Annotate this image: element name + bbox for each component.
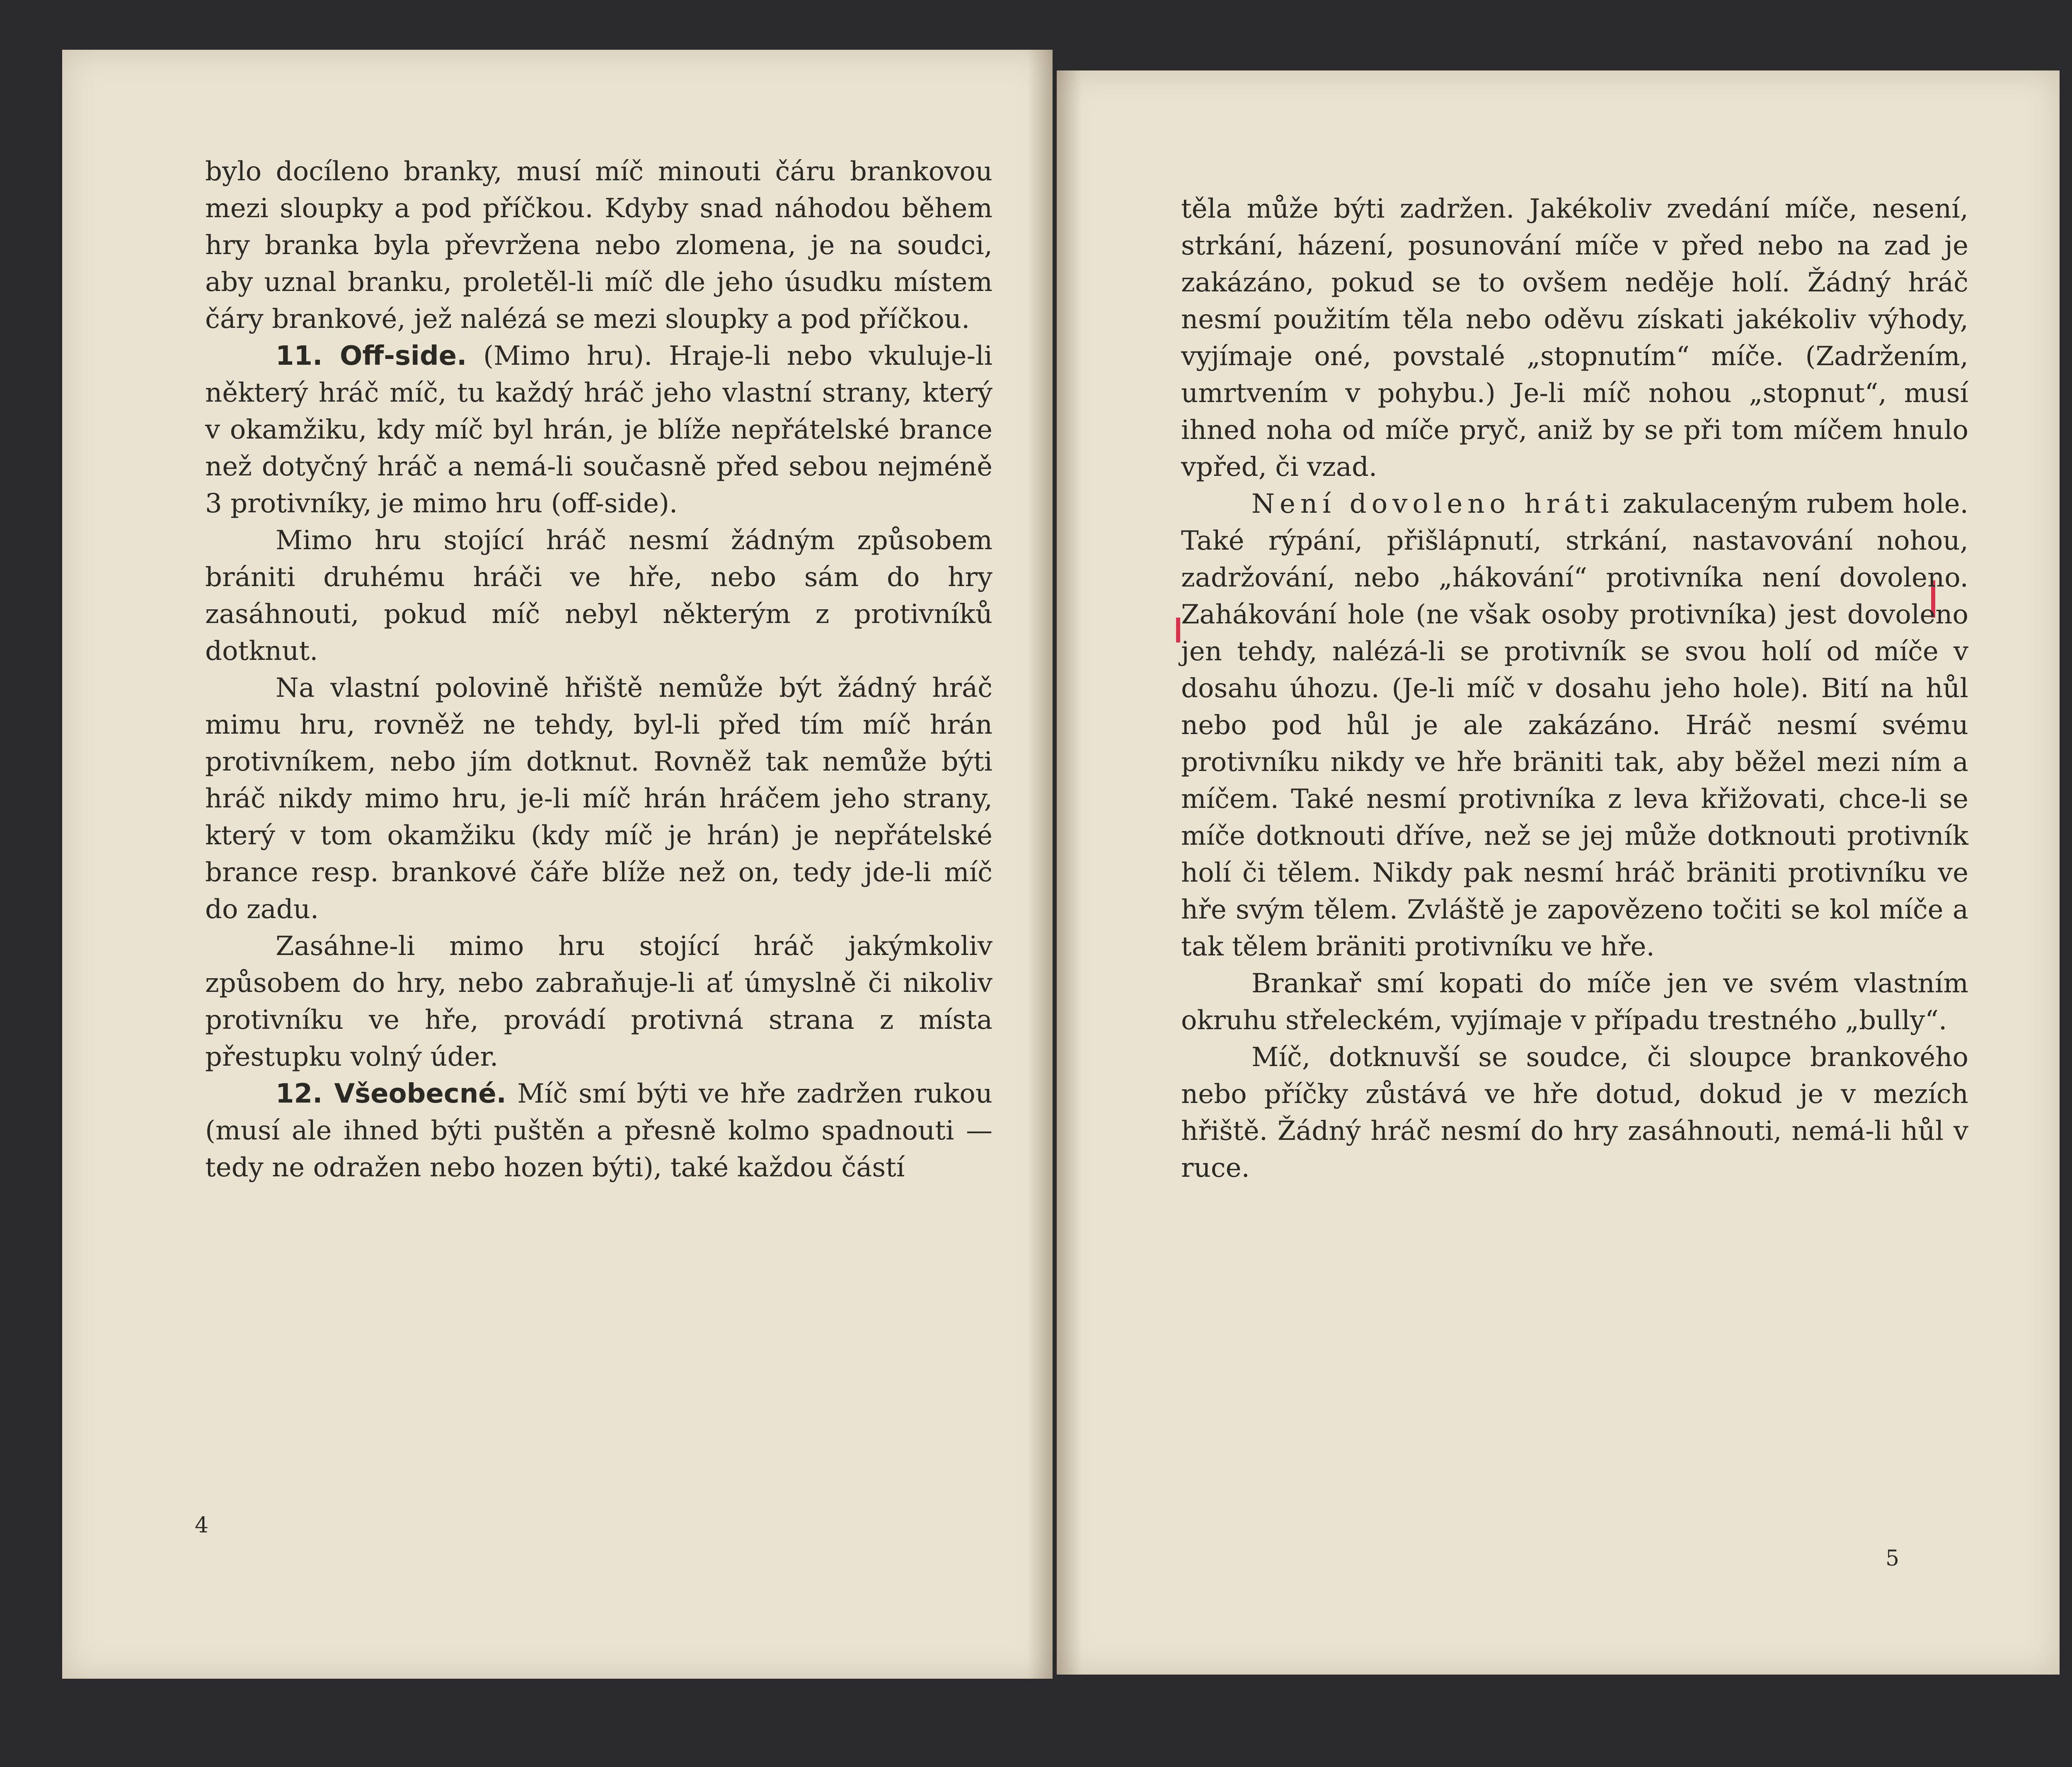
paragraph-text: (Mimo hru). Hraje-li nebo vkuluje-li některý hráč míč, tu každý hráč jeho vlastní strany, který v okamžiku, kdy míč byl hrán, je blíže nepřátelské brance než dotyčný hráč a nemá-li současně před sebou nejméně 3 protivníky, je mimo hru (off-side). (205, 341, 992, 519)
paragraph: Brankař smí kopati do míče jen ve svém vlastním okruhu střeleckém, vyjímaje v případu trestného „bully“. (1181, 968, 1968, 1036)
paragraph: těla může býti zadržen. Jakékoliv zvedání míče, nesení, strkání, házení, posunování míče v před nebo na zad je zakázáno, pokud se to ovšem neděje holí. Žádný hráč nesmí použitím těla nebo oděvu získati jakékoliv výhody, vyjímaje oné, povstalé „stopnutím“ míče. (Zadržením, umrtvením v pohybu.) Je-li míč nohou „stopnut“, musí ihned noha od míče pryč, aniž by se při tom míčem hnulo vpřed, či vzad. (1181, 194, 1968, 482)
spaced-emphasis: Není dovoleno hráti (1251, 489, 1614, 519)
paragraph-text: Míč smí býti ve hře zadržen rukou (musí ale ihned býti puštěn a přesně kolmo spadnouti — tedy ne odražen nebo hozen býti), také každou částí (205, 1079, 993, 1183)
right-page-text (1181, 191, 1968, 1187)
page-number: 4 (195, 1513, 209, 1538)
right-page (1057, 70, 2060, 1675)
paragraph: Míč, dotknuvší se soudce, či sloupce brankového nebo příčky zůstává ve hře dotud, dokud je v mezích hřiště. Žádný hráč nesmí do hry zasáhnouti, nemá-li hůl v ruce. (1181, 1042, 1968, 1183)
paragraph: Mimo hru stojící hráč nesmí žádným způsobem brániti druhému hráči ve hře, nebo sám do hry zasáhnouti, pokud míč nebyl některým z protivníků dotknut. (205, 525, 992, 667)
paragraph (205, 1076, 992, 1186)
paragraph-text: zakulaceným rubem hole. Také rýpání, přišlápnutí, strkání, nastavování nohou, zadržování, nebo „hákování“ protivníka není dovoleno. Zahákování hole (ne však osoby protivníka) jest dovoleno jen tehdy, nalézá-li se protivník se svou holí od míče v dosahu úhozu. (Je-li míč v dosahu jeho hole). Bití na hůl nebo pod hůl je ale zakázáno. Hráč nesmí svému protivníku nikdy ve hře bräniti tak, aby běžel mezi ním a míčem. Také nesmí protivníka z leva křižovati, chce-li se míče dotknouti dříve, než se jej může dotknouti protivník holí či tělem. Nikdy pak nesmí hráč bräniti protivníku ve hře svým tělem. Zvláště je zapovězeno točiti se kol míče a tak tělem bräniti protivníku ve hře. (1181, 489, 1968, 962)
margin-highlight-mark (1176, 618, 1180, 642)
left-page-text (205, 153, 992, 1186)
left-page (62, 50, 1053, 1679)
paragraph: Na vlastní polovině hřiště nemůže být žádný hráč mimu hru, rovněž ne tehdy, byl-li před tím míč hrán protivníkem, nebo jím dotknut. Rovněž tak nemůže býti hráč nikdy mimo hru, je-li míč hrán hráčem jeho strany, který v tom okamžiku (kdy míč je hrán) je nepřátelské brance resp. brankové čáře blíže než on, tedy jde-li míč do zadu. (205, 673, 992, 925)
paragraph: Zasáhne-li mimo hru stojící hráč jakýmkoliv způsobem do hry, nebo zabraňuje-li ať úmyslně či nikoliv protivníku ve hře, provádí protivná strana z místa přestupku volný úder. (205, 931, 992, 1072)
paragraph: bylo docíleno branky, musí míč minouti čáru brankovou mezi sloupky a pod příčkou. Kdyby snad náhodou během hry branka byla převržena nebo zlomena, je na soudci, aby uznal branku, proletěl-li míč dle jeho úsudku místem čáry brankové, jež nalézá se mezi sloupky a pod příčkou. (205, 156, 992, 334)
paragraph (205, 338, 992, 522)
page-number: 5 (1886, 1546, 1900, 1571)
section-heading: 12. Všeobecné. (276, 1079, 506, 1109)
paragraph (1181, 486, 1968, 965)
section-heading: 11. Off-side. (276, 341, 467, 371)
